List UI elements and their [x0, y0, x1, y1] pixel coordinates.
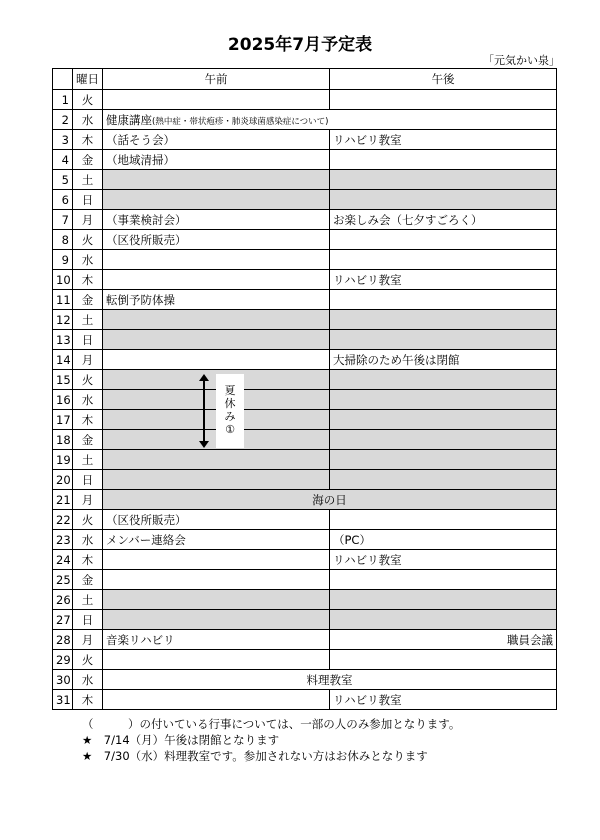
am-event	[103, 350, 330, 370]
am-event	[103, 90, 330, 110]
am-event	[103, 690, 330, 710]
day-number: 30	[53, 670, 73, 690]
day-number: 31	[53, 690, 73, 710]
schedule-row	[53, 530, 557, 550]
day-number: 17	[53, 410, 73, 430]
am-event	[103, 610, 330, 630]
day-number: 12	[53, 310, 73, 330]
am-event	[103, 590, 330, 610]
day-number: 18	[53, 430, 73, 450]
day-of-week: 木	[73, 690, 103, 710]
am-event: （事業検討会）	[103, 210, 330, 230]
header-dow: 曜日	[73, 69, 103, 90]
day-of-week: 日	[73, 470, 103, 490]
am-event: （地域清掃）	[103, 150, 330, 170]
pm-event	[330, 430, 557, 450]
day-number: 15	[53, 370, 73, 390]
day-of-week: 土	[73, 310, 103, 330]
schedule-row	[53, 190, 557, 210]
schedule-row	[53, 170, 557, 190]
notes	[82, 716, 460, 764]
pm-event	[330, 410, 557, 430]
day-number: 29	[53, 650, 73, 670]
all-day-event: 海の日	[103, 490, 557, 510]
day-of-week: 月	[73, 490, 103, 510]
am-event	[103, 190, 330, 210]
schedule-table	[52, 68, 557, 710]
am-event: （区役所販売）	[103, 510, 330, 530]
schedule-row	[53, 690, 557, 710]
day-number: 20	[53, 470, 73, 490]
day-of-week: 月	[73, 350, 103, 370]
day-number: 24	[53, 550, 73, 570]
schedule-rows	[53, 90, 557, 710]
page-title: 2025年7月予定表	[227, 35, 373, 55]
am-event: 転倒予防体操	[103, 290, 330, 310]
day-number: 8	[53, 230, 73, 250]
day-number: 16	[53, 390, 73, 410]
pm-event	[330, 510, 557, 530]
pm-event	[330, 590, 557, 610]
pm-event	[330, 610, 557, 630]
schedule-row	[53, 650, 557, 670]
schedule-row	[53, 550, 557, 570]
day-of-week: 木	[73, 550, 103, 570]
am-event-note: (熱中症・帯状疱疹・肺炎球菌感染症について)	[152, 116, 329, 127]
vacation-label-char: 夏	[224, 384, 236, 397]
note-line: ★ 7/14（月）午後は閉館となります	[82, 733, 280, 747]
schedule-row	[53, 510, 557, 530]
pm-event	[330, 190, 557, 210]
day-number: 27	[53, 610, 73, 630]
day-number: 6	[53, 190, 73, 210]
schedule-row	[53, 290, 557, 310]
schedule-row	[53, 230, 557, 250]
schedule-row	[53, 590, 557, 610]
day-number: 21	[53, 490, 73, 510]
day-of-week: 日	[73, 330, 103, 350]
day-number: 2	[53, 110, 73, 130]
pm-event	[330, 370, 557, 390]
schedule-row	[53, 90, 557, 110]
schedule-row	[53, 150, 557, 170]
day-of-week: 木	[73, 130, 103, 150]
pm-event: リハビリ教室	[330, 550, 557, 570]
am-event	[103, 110, 557, 130]
day-of-week: 月	[73, 210, 103, 230]
am-event	[103, 450, 330, 470]
day-of-week: 土	[73, 450, 103, 470]
table-header-row	[53, 69, 557, 90]
day-number: 4	[53, 150, 73, 170]
day-of-week: 月	[73, 630, 103, 650]
day-of-week: 金	[73, 570, 103, 590]
schedule-row	[53, 430, 557, 450]
pm-event	[330, 150, 557, 170]
schedule-row	[53, 250, 557, 270]
header-am: 午前	[103, 69, 330, 90]
note-line: ★ 7/30（水）料理教室です。参加されない方はお休みとなります	[82, 749, 428, 763]
schedule-row	[53, 370, 557, 390]
schedule-row	[53, 630, 557, 650]
day-of-week: 金	[73, 290, 103, 310]
day-of-week: 水	[73, 530, 103, 550]
day-of-week: 水	[73, 250, 103, 270]
day-number: 26	[53, 590, 73, 610]
pm-event: リハビリ教室	[330, 270, 557, 290]
schedule-row	[53, 310, 557, 330]
pm-event: リハビリ教室	[330, 130, 557, 150]
note-line: （ ）の付いている行事については、一部の人のみ参加となります。	[82, 717, 461, 731]
vacation-label-char: ①	[225, 423, 235, 436]
pm-event	[330, 470, 557, 490]
day-of-week: 木	[73, 270, 103, 290]
vacation-range-arrow	[203, 376, 205, 446]
schedule-row	[53, 390, 557, 410]
schedule-row	[53, 470, 557, 490]
day-number: 3	[53, 130, 73, 150]
day-of-week: 金	[73, 150, 103, 170]
am-event	[103, 170, 330, 190]
day-of-week: 木	[73, 410, 103, 430]
am-event	[103, 550, 330, 570]
schedule-row	[53, 610, 557, 630]
day-number: 11	[53, 290, 73, 310]
schedule-row	[53, 130, 557, 150]
day-number: 19	[53, 450, 73, 470]
pm-event	[330, 330, 557, 350]
day-of-week: 火	[73, 510, 103, 530]
day-of-week: 水	[73, 110, 103, 130]
day-of-week: 土	[73, 590, 103, 610]
am-event	[103, 570, 330, 590]
day-of-week: 火	[73, 90, 103, 110]
am-event: （話そう会）	[103, 130, 330, 150]
pm-event	[330, 250, 557, 270]
am-event	[103, 330, 330, 350]
day-number: 22	[53, 510, 73, 530]
header-day	[53, 69, 73, 90]
pm-event: 大掃除のため午後は閉館	[330, 350, 557, 370]
day-of-week: 水	[73, 670, 103, 690]
schedule-row	[53, 110, 557, 130]
vacation-label-char: 休	[224, 397, 236, 410]
day-of-week: 火	[73, 650, 103, 670]
pm-event: 職員会議	[330, 630, 557, 650]
pm-event	[330, 170, 557, 190]
schedule-row	[53, 330, 557, 350]
day-of-week: 土	[73, 170, 103, 190]
day-number: 1	[53, 90, 73, 110]
day-number: 5	[53, 170, 73, 190]
day-of-week: 火	[73, 230, 103, 250]
schedule-row	[53, 350, 557, 370]
organization-name: 「元気かい泉」	[483, 54, 560, 67]
schedule-row	[53, 450, 557, 470]
pm-event	[330, 570, 557, 590]
vacation-label-char: み	[224, 410, 236, 423]
pm-event	[330, 310, 557, 330]
day-number: 10	[53, 270, 73, 290]
am-event	[103, 250, 330, 270]
schedule-row	[53, 490, 557, 510]
schedule-row	[53, 670, 557, 690]
am-event	[103, 310, 330, 330]
am-event	[103, 270, 330, 290]
day-number: 23	[53, 530, 73, 550]
schedule-row	[53, 270, 557, 290]
day-of-week: 日	[73, 610, 103, 630]
am-event: メンバー連絡会	[103, 530, 330, 550]
pm-event	[330, 290, 557, 310]
day-number: 13	[53, 330, 73, 350]
day-number: 25	[53, 570, 73, 590]
day-of-week: 水	[73, 390, 103, 410]
pm-event	[330, 230, 557, 250]
day-number: 14	[53, 350, 73, 370]
pm-event: リハビリ教室	[330, 690, 557, 710]
pm-event	[330, 650, 557, 670]
am-event: 音楽リハビリ	[103, 630, 330, 650]
schedule-row	[53, 570, 557, 590]
all-day-event: 料理教室	[103, 670, 557, 690]
pm-event: （PC）	[330, 530, 557, 550]
day-number: 7	[53, 210, 73, 230]
am-event: （区役所販売）	[103, 230, 330, 250]
day-of-week: 日	[73, 190, 103, 210]
day-number: 28	[53, 630, 73, 650]
day-number: 9	[53, 250, 73, 270]
pm-event	[330, 390, 557, 410]
pm-event: お楽しみ会（七夕すごろく）	[330, 210, 557, 230]
pm-event	[330, 450, 557, 470]
header-pm: 午後	[330, 69, 557, 90]
schedule-row	[53, 410, 557, 430]
schedule-row	[53, 210, 557, 230]
am-event	[103, 470, 330, 490]
pm-event	[330, 90, 557, 110]
vacation-label	[222, 384, 238, 436]
day-of-week: 金	[73, 430, 103, 450]
am-event	[103, 650, 330, 670]
day-of-week: 火	[73, 370, 103, 390]
am-event-title: 健康講座	[106, 112, 152, 127]
